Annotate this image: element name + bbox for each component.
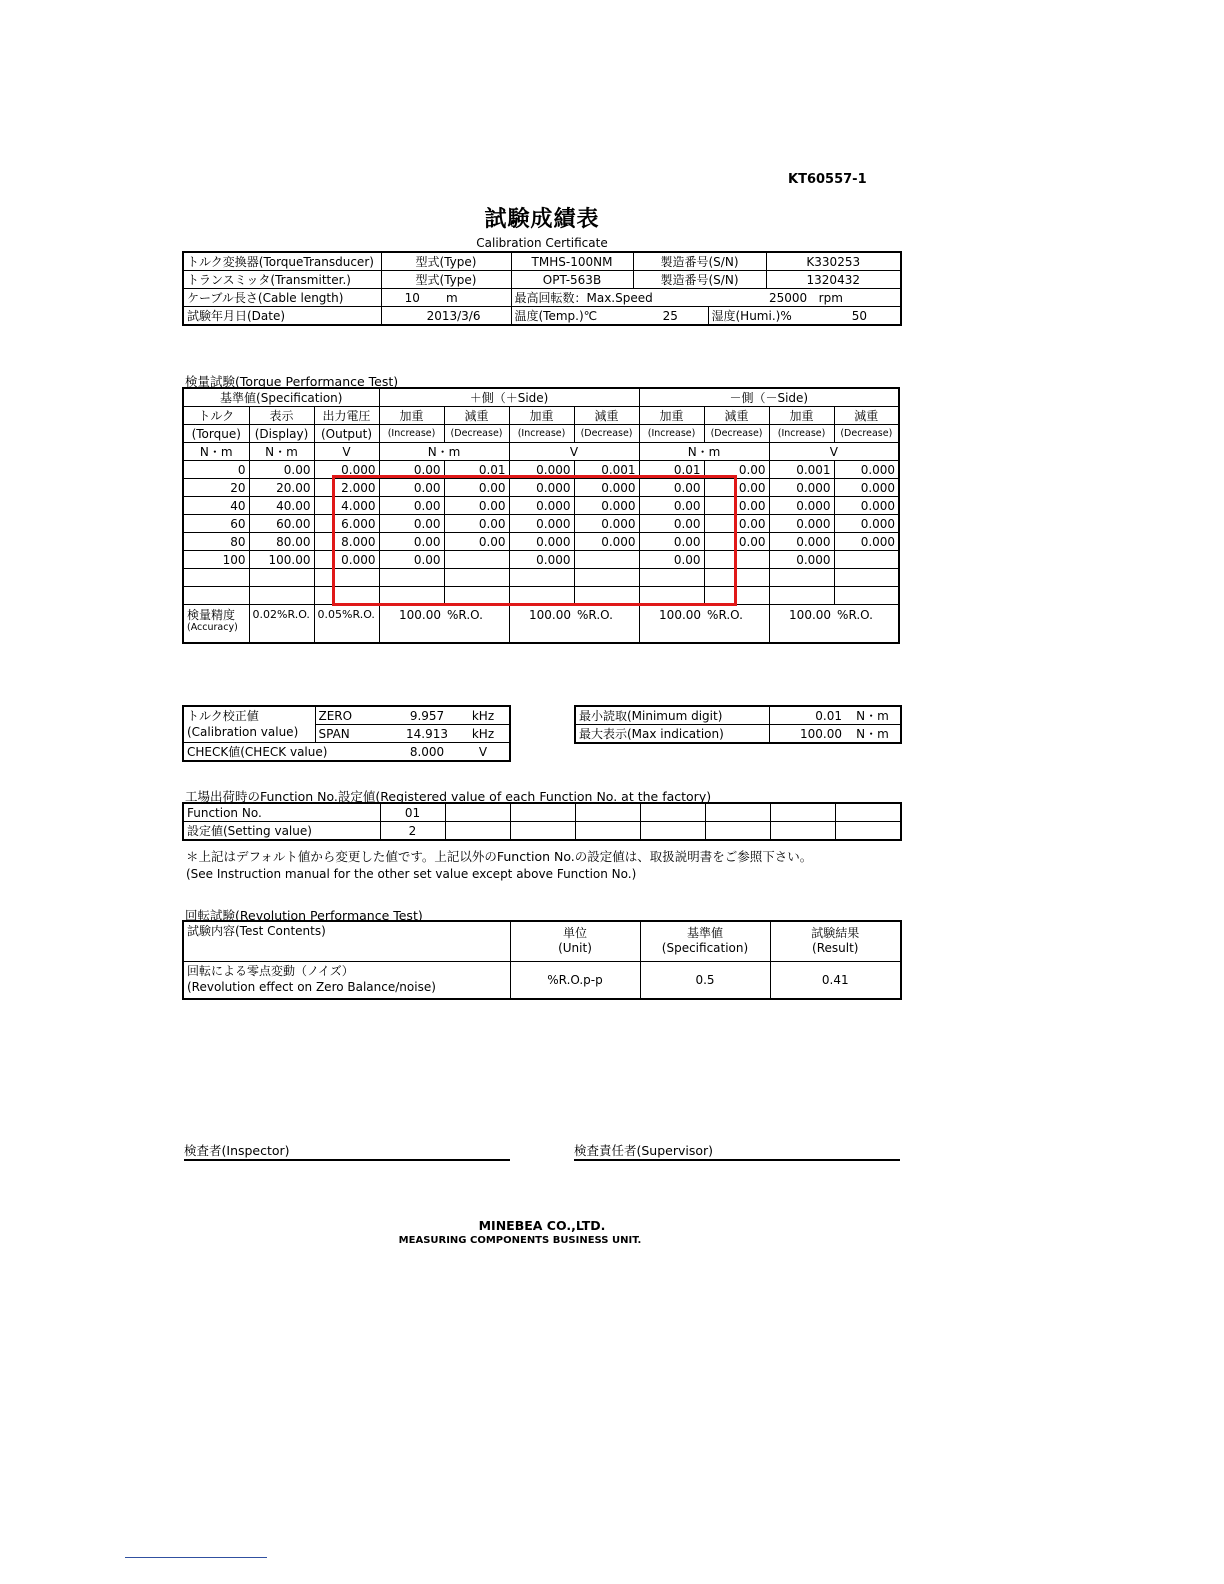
- digit-table: [574, 705, 902, 744]
- check-row: [183, 743, 510, 762]
- unit-row: [183, 443, 899, 461]
- unit-display: N・m: [249, 443, 314, 461]
- page-title: 試験成績表: [484, 207, 600, 232]
- table-cell: 0.00: [704, 461, 769, 479]
- table-cell: 0.00: [379, 479, 444, 497]
- table-cell: 0.000: [509, 515, 574, 533]
- table-cell: 0.000: [509, 461, 574, 479]
- function-no-value: 01: [380, 803, 445, 822]
- date-label: 試験年月日(Date): [183, 307, 381, 326]
- type-label: 型式(Type): [381, 271, 511, 289]
- table-cell: 0.00: [444, 533, 509, 551]
- table-cell: 60.00: [249, 515, 314, 533]
- table-cell: 0.000: [769, 533, 834, 551]
- unit-plus-v: V: [509, 443, 639, 461]
- table-cell: 0.00: [444, 515, 509, 533]
- column-header-jp: 減重: [444, 407, 509, 425]
- revolution-item-result: 0.41: [770, 961, 901, 999]
- setting-value-row: [183, 822, 901, 841]
- column-header-jp: 加重: [509, 407, 574, 425]
- table-cell: 40: [183, 497, 249, 515]
- column-header-jp: 加重: [639, 407, 704, 425]
- function-note-jp: ＊上記はデフォルト値から変更した値です。上記以外のFunction No.の設定値は、取扱説明書をご参照下さい。: [186, 849, 813, 864]
- table-cell: 0.001: [769, 461, 834, 479]
- table-cell: 0.000: [509, 497, 574, 515]
- column-header-jp: 減重: [574, 407, 639, 425]
- temp-value: 25: [633, 307, 708, 326]
- sn-label: 製造番号(S/N): [633, 271, 766, 289]
- column-header-en: (Decrease): [444, 425, 509, 443]
- table-cell: 0.000: [834, 461, 899, 479]
- column-header-en: (Increase): [639, 425, 704, 443]
- column-header-jp-row: [183, 407, 899, 425]
- minus-side-header: －側（－Side): [639, 388, 899, 407]
- revolution-item-label: 回転による零点変動（ノイズ） (Revolution effect on Zero Balance/noise): [183, 961, 510, 999]
- table-cell: 0.00: [704, 533, 769, 551]
- cable-length-label: ケーブル長さ(Cable length): [183, 289, 381, 307]
- column-header-en: (Torque): [183, 425, 249, 443]
- table-cell: 0.000: [574, 533, 639, 551]
- column-header-en: (Output): [314, 425, 379, 443]
- table-cell: 6.000: [314, 515, 379, 533]
- table-cell: 0.00: [379, 497, 444, 515]
- accuracy-value: 100.00: [769, 605, 834, 643]
- calibration-value-table: [182, 705, 511, 762]
- column-header-en: (Decrease): [574, 425, 639, 443]
- table-cell: 0.000: [314, 551, 379, 569]
- column-header-en: (Decrease): [834, 425, 899, 443]
- table-cell: 4.000: [314, 497, 379, 515]
- supervisor-signature-line: [574, 1141, 900, 1161]
- unit-plus-nm: N・m: [379, 443, 509, 461]
- table-cell: 0.000: [769, 515, 834, 533]
- column-header-jp: 加重: [769, 407, 834, 425]
- transmitter-label: トランスミッタ(Transmitter.): [183, 271, 381, 289]
- revolution-item-row: [183, 961, 901, 999]
- table-cell: 0.00: [639, 533, 704, 551]
- table-cell: 0.00: [639, 497, 704, 515]
- table-cell: 60: [183, 515, 249, 533]
- table-cell: 0.000: [509, 479, 574, 497]
- torque-test-title: 検量試験(Torque Performance Test): [185, 374, 399, 389]
- table-cell: 0.000: [834, 515, 899, 533]
- span-value: 14.913: [397, 725, 457, 743]
- zero-label: ZERO: [315, 706, 397, 725]
- check-unit: V: [457, 743, 510, 762]
- setting-value-label: 設定値(Setting value): [183, 822, 380, 841]
- check-label: CHECK値(CHECK value): [183, 743, 397, 762]
- table-cell: 40.00: [249, 497, 314, 515]
- page-subtitle: Calibration Certificate: [476, 236, 608, 250]
- max-speed-label: 最高回転数：Max.Speed: [511, 289, 766, 307]
- calibration-label: トルク校正値 (Calibration value): [183, 706, 315, 743]
- table-cell: 0.000: [509, 551, 574, 569]
- cable-length-unit: m: [443, 289, 511, 307]
- function-note-en: (See Instruction manual for the other set value except above Function No.): [186, 867, 637, 881]
- inspector-signature-line: [184, 1141, 510, 1161]
- table-cell: 0.00: [704, 515, 769, 533]
- table-cell: 0.01: [444, 461, 509, 479]
- revolution-table: [182, 920, 902, 1000]
- supervisor-label: 検査責任者(Supervisor): [574, 1143, 714, 1158]
- result-header: 試験結果 (Result): [770, 921, 901, 961]
- table-cell: 2.000: [314, 479, 379, 497]
- span-unit: kHz: [457, 725, 510, 743]
- table-cell: 0.00: [249, 461, 314, 479]
- column-header-en: (Display): [249, 425, 314, 443]
- table-cell: 0.01: [639, 461, 704, 479]
- transmitter-sn-value: 1320432: [766, 271, 901, 289]
- zero-row: [183, 706, 510, 725]
- table-cell: 0.000: [574, 497, 639, 515]
- transmitter-type-value: OPT-563B: [511, 271, 633, 289]
- revolution-section-title: 回転試験(Revolution Performance Test): [185, 908, 423, 923]
- function-section-title: 工場出荷時のFunction No.設定値(Registered value of each Function No. at the factory): [185, 789, 712, 804]
- table-cell: 0: [183, 461, 249, 479]
- max-indication-row: [575, 725, 901, 744]
- test-contents-label: 試験内容(Test Contents): [183, 921, 510, 961]
- column-header-jp: 減重: [704, 407, 769, 425]
- table-cell: 0.000: [574, 515, 639, 533]
- table-cell: 20.00: [249, 479, 314, 497]
- accuracy-spec-display: 0.02%R.O.: [249, 605, 314, 643]
- transducer-label: トルク変換器(TorqueTransducer): [183, 252, 381, 271]
- table-cell: 0.00: [704, 497, 769, 515]
- table-cell: 0.00: [379, 461, 444, 479]
- info-row-date: [183, 307, 901, 326]
- business-unit: MEASURING COMPONENTS BUSINESS UNIT.: [398, 1235, 642, 1246]
- revolution-item-spec: 0.5: [640, 961, 770, 999]
- date-value: 2013/3/6: [381, 307, 511, 326]
- accuracy-unit: %R.O.: [444, 605, 509, 643]
- accuracy-label: 検量精度 (Accuracy): [183, 605, 249, 643]
- spec-header: 基準値(Specification): [183, 388, 379, 407]
- column-header-jp: 加重: [379, 407, 444, 425]
- table-cell: 0.000: [509, 533, 574, 551]
- max-speed-value: 25000 rpm: [766, 289, 901, 307]
- min-digit-row: [575, 706, 901, 725]
- table-cell: 0.000: [769, 551, 834, 569]
- accuracy-value: 100.00: [509, 605, 574, 643]
- cable-length-value: 10: [381, 289, 443, 307]
- accuracy-value: 100.00: [639, 605, 704, 643]
- column-header-en: (Increase): [509, 425, 574, 443]
- table-cell: 20: [183, 479, 249, 497]
- group-header-row: [183, 388, 899, 407]
- info-row-transmitter: [183, 271, 901, 289]
- plus-side-header: ＋側（＋Side): [379, 388, 639, 407]
- table-cell: 0.00: [444, 479, 509, 497]
- table-cell: 0.001: [574, 461, 639, 479]
- table-cell: 80: [183, 533, 249, 551]
- unit-torque: N・m: [183, 443, 249, 461]
- zero-unit: kHz: [457, 706, 510, 725]
- temp-label: 温度(Temp.)℃: [511, 307, 633, 326]
- column-header-jp: 出力電圧: [314, 407, 379, 425]
- highlight-annotation-box: [332, 475, 737, 606]
- accuracy-unit: %R.O.: [834, 605, 899, 643]
- sn-label: 製造番号(S/N): [633, 252, 766, 271]
- max-indication-unit: N・m: [845, 725, 901, 744]
- table-cell: 0.00: [379, 551, 444, 569]
- inspector-label: 検査者(Inspector): [184, 1143, 290, 1158]
- table-cell: [834, 551, 899, 569]
- table-cell: 0.000: [769, 497, 834, 515]
- accuracy-value: 100.00: [379, 605, 444, 643]
- document-number: KT60557-1: [788, 172, 867, 187]
- column-header-en: (Decrease): [704, 425, 769, 443]
- table-cell: 0.000: [834, 479, 899, 497]
- span-label: SPAN: [315, 725, 397, 743]
- revolution-header-row: [183, 921, 901, 961]
- function-no-label: Function No.: [183, 803, 380, 822]
- table-cell: 0.00: [639, 515, 704, 533]
- setting-value: 2: [380, 822, 445, 841]
- table-cell: 0.00: [379, 533, 444, 551]
- revolution-item-unit: %R.O.p-p: [510, 961, 640, 999]
- info-row-cable: [183, 289, 901, 307]
- column-header-jp: 表示: [249, 407, 314, 425]
- min-digit-unit: N・m: [845, 706, 901, 725]
- unit-output: V: [314, 443, 379, 461]
- company-name: MINEBEA CO.,LTD.: [478, 1218, 606, 1233]
- accuracy-unit: %R.O.: [574, 605, 639, 643]
- function-table: [182, 802, 902, 841]
- transducer-type-value: TMHS-100NM: [511, 252, 633, 271]
- table-cell: 100: [183, 551, 249, 569]
- max-indication-label: 最大表示(Max indication): [575, 725, 769, 744]
- table-cell: 0.00: [444, 497, 509, 515]
- function-no-row: [183, 803, 901, 822]
- product-info-table: [182, 251, 902, 326]
- table-cell: 80.00: [249, 533, 314, 551]
- table-cell: 8.000: [314, 533, 379, 551]
- column-header-jp: 減重: [834, 407, 899, 425]
- zero-value: 9.957: [397, 706, 457, 725]
- accuracy-row: [183, 605, 899, 643]
- transducer-sn-value: K330253: [766, 252, 901, 271]
- unit-minus-v: V: [769, 443, 899, 461]
- check-value: 8.000: [397, 743, 457, 762]
- table-cell: 0.00: [379, 515, 444, 533]
- humidity-cell: 湿度(Humi.)% 50: [708, 307, 901, 326]
- table-cell: 0.00: [704, 479, 769, 497]
- column-header-en-row: [183, 425, 899, 443]
- max-indication-value: 100.00: [769, 725, 845, 744]
- unit-minus-nm: N・m: [639, 443, 769, 461]
- accuracy-spec-output: 0.05%R.O.: [314, 605, 379, 643]
- table-cell: 0.000: [834, 497, 899, 515]
- table-cell: 0.000: [314, 461, 379, 479]
- info-row-transducer: [183, 252, 901, 271]
- min-digit-label: 最小読取(Minimum digit): [575, 706, 769, 725]
- table-cell: 0.000: [834, 533, 899, 551]
- column-header-en: (Increase): [379, 425, 444, 443]
- table-cell: 0.000: [574, 479, 639, 497]
- spec-header: 基準値 (Specification): [640, 921, 770, 961]
- table-cell: 0.000: [769, 479, 834, 497]
- table-cell: 0.00: [639, 479, 704, 497]
- column-header-en: (Increase): [769, 425, 834, 443]
- unit-header: 単位 (Unit): [510, 921, 640, 961]
- table-cell: 100.00: [249, 551, 314, 569]
- accuracy-unit: %R.O.: [704, 605, 769, 643]
- type-label: 型式(Type): [381, 252, 511, 271]
- min-digit-value: 0.01: [769, 706, 845, 725]
- footnote-separator: [125, 1557, 267, 1558]
- table-cell: 0.00: [639, 551, 704, 569]
- column-header-jp: トルク: [183, 407, 249, 425]
